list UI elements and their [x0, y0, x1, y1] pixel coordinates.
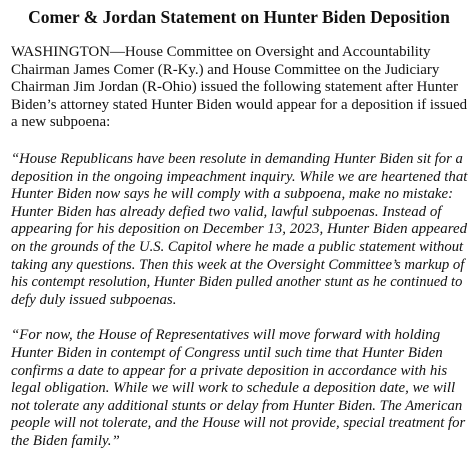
quote-paragraph-2	[11, 327, 467, 450]
statement-title: Comer & Jordan Statement on Hunter Biden Deposition	[28, 7, 450, 27]
text-line: appearing for his deposition on December 13, 2023, Hunter Biden appeared	[11, 221, 468, 238]
text-line: people will not tolerate, and the House will not provide, special treatment for	[11, 415, 466, 432]
quote-paragraph-1	[11, 151, 467, 309]
press-statement	[11, 6, 467, 450]
text-line: “House Republicans have been resolute in demanding Hunter Biden sit for a	[11, 150, 463, 167]
text-line: Hunter Biden in contempt of Congress until such time that Hunter Biden	[11, 344, 443, 361]
text-line: confirms a date to appear for a private deposition in accordance with his	[11, 362, 448, 379]
text-line: Biden’s attorney stated Hunter Biden would appear for a deposition if issued	[11, 96, 468, 113]
text-line: taking any questions. Then this week at the Oversight Committee’s markup of	[11, 256, 465, 273]
text-line: his contempt resolution, Hunter Biden pulled another stunt as he continued to	[11, 274, 463, 291]
text-line: Hunter Biden now says he will comply with a subpoena, make no mistake:	[11, 186, 454, 203]
intro-paragraph	[11, 44, 467, 132]
text-line: a new subpoena:	[11, 114, 111, 131]
text-line: defy duly issued subpoenas.	[11, 291, 177, 308]
text-line: WASHINGTON—House Committee on Oversight and Accountability	[11, 44, 431, 60]
text-line: deposition in the ongoing impeachment inquiry. While we are heartened that	[11, 168, 468, 185]
text-line: not tolerate any additional stunts or delay from Hunter Biden. The American	[11, 397, 463, 414]
text-line: Chairman Jim Jordan (R-Ohio) issued the following statement after Hunter	[11, 79, 459, 96]
text-line: legal obligation. While we will work to schedule a deposition date, we will	[11, 380, 456, 397]
text-line: Chairman James Comer (R-Ky.) and House Committee on the Judiciary	[11, 61, 440, 78]
text-line: the Biden family.”	[11, 432, 120, 449]
text-line: “For now, the House of Representatives will move forward with holding	[11, 327, 441, 344]
text-line: Hunter Biden has already defied two valid, lawful subpoenas. Instead of	[11, 203, 442, 220]
text-line: on the grounds of the U.S. Capitol where he made a public statement without	[11, 238, 464, 255]
